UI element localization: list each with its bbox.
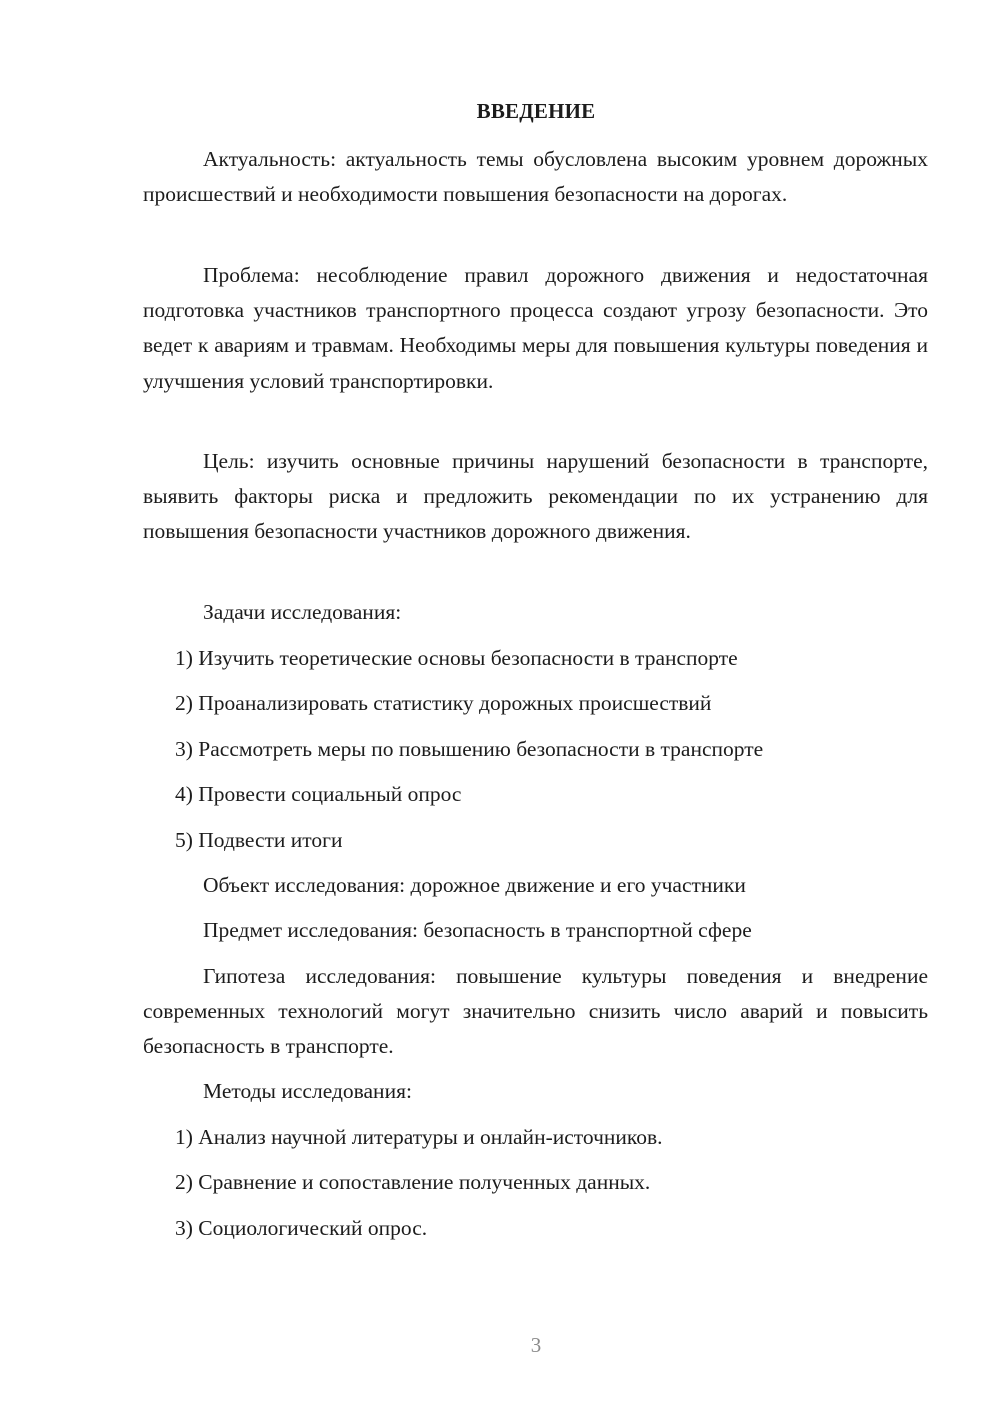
page-number: 3 — [530, 1333, 542, 1357]
relevance-paragraph: Актуальность: актуальность темы обусловлена высоким уровнем дорожных происшествий и необходимости повышения безопасности на дорогах. — [143, 147, 928, 207]
task-item: 1) Изучить теоретические основы безопасности в транспорте — [175, 646, 738, 670]
task-item: 4) Провести социальный опрос — [175, 782, 462, 806]
method-item: 3) Социологический опрос. — [175, 1216, 428, 1240]
method-item: 1) Анализ научной литературы и онлайн-источников. — [175, 1125, 663, 1149]
subject-line: Предмет исследования: безопасность в транспортной сфере — [203, 918, 752, 942]
task-item: 3) Рассмотреть меры по повышению безопасности в транспорте — [175, 737, 764, 761]
goal-paragraph: Цель: изучить основные причины нарушений безопасности в транспорте, выявить факторы риска и предложить рекомендации по их устранению для повышения безопасности участников дорожного движения. — [143, 449, 928, 544]
methods-heading: Методы исследования: — [203, 1079, 412, 1103]
tasks-heading: Задачи исследования: — [203, 600, 402, 624]
hypothesis-paragraph: Гипотеза исследования: повышение культуры поведения и внедрение современных технологий могут значительно снизить число аварий и повысить безопасность в транспорте. — [143, 964, 928, 1059]
task-item: 2) Проанализировать статистику дорожных происшествий — [175, 691, 712, 715]
page-title: ВВЕДЕНИЕ — [476, 99, 596, 123]
task-item: 5) Подвести итоги — [175, 828, 343, 852]
method-item: 2) Сравнение и сопоставление полученных данных. — [175, 1170, 651, 1194]
object-line: Объект исследования: дорожное движение и его участники — [203, 873, 746, 897]
problem-paragraph: Проблема: несоблюдение правил дорожного движения и недостаточная подготовка участников транспортного процесса создают угрозу безопасности. Это ведет к авариям и травмам. Необходимы меры для повышения культуры поведения и улучшения условий транспортировки. — [143, 263, 928, 393]
